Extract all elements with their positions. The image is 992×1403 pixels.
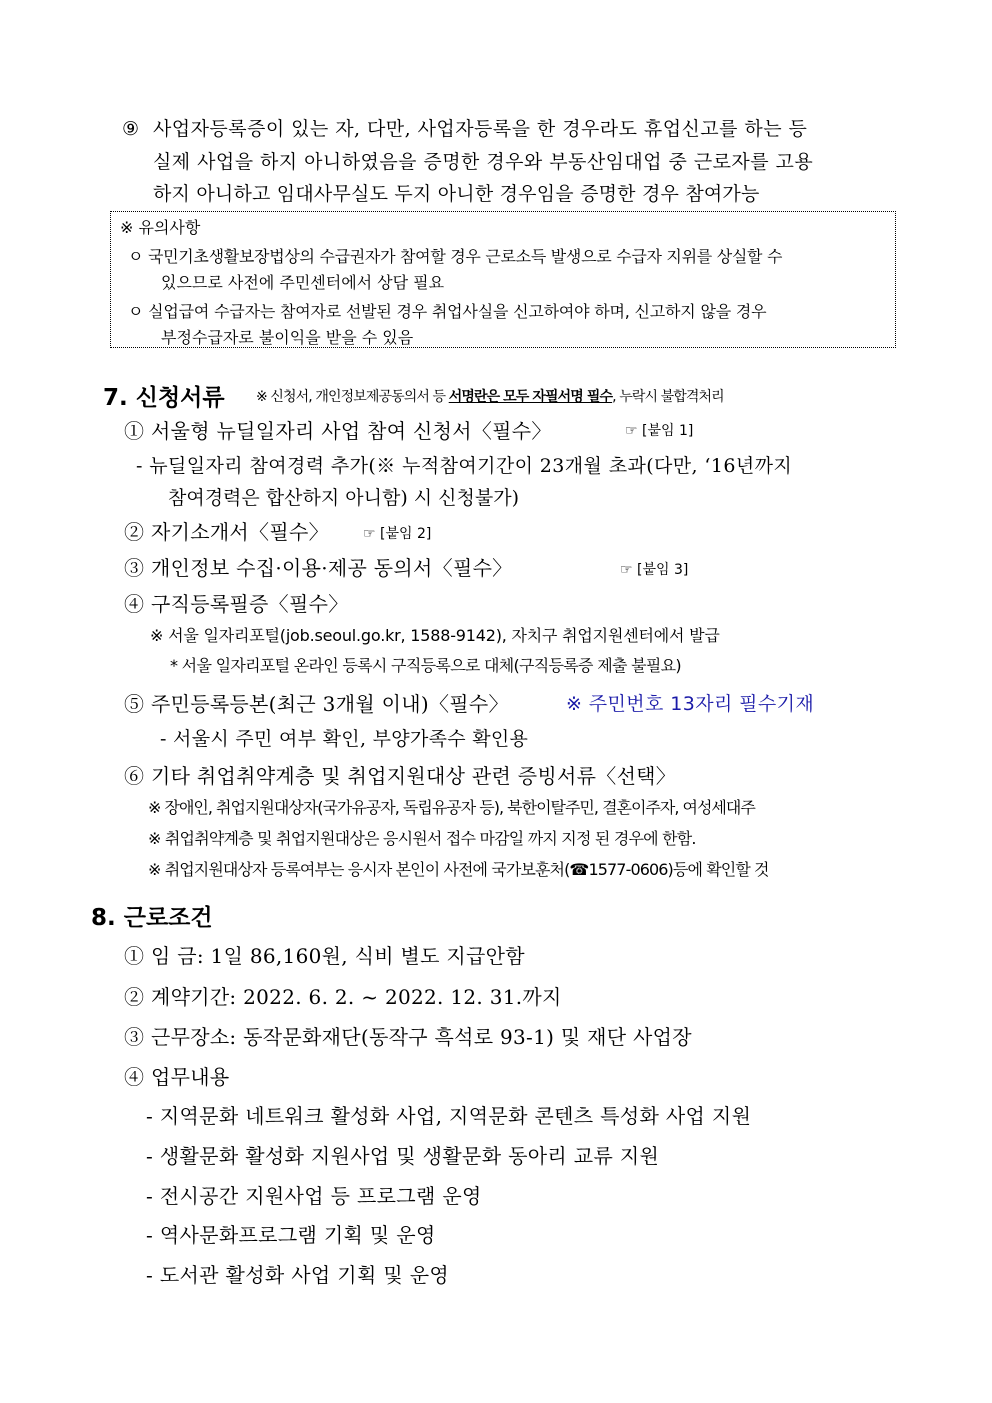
- duty-item: - 지역문화 네트워크 활성화 사업, 지역문화 콘텐츠 특성화 사업 지원: [146, 1104, 752, 1128]
- duty-item: - 역사문화프로그램 기획 및 운영: [146, 1223, 436, 1247]
- item-9-marker: ⑨: [122, 118, 140, 140]
- notice-item-1-line-2: 있으므로 사전에 주민센터에서 상담 필요: [161, 273, 445, 292]
- duties-label: ④ 업무내용: [124, 1065, 230, 1089]
- section-7-note-emphasis: 서명란은 모두 자필서명 필수: [448, 389, 613, 405]
- doc-item-1-sub-2: 참여경력은 합산하지 아니함) 시 신청불가): [168, 487, 520, 509]
- wage-line: ① 임 금: 1일 86,160원, 식비 별도 지급안함: [124, 944, 525, 968]
- duty-item: - 생활문화 활성화 지원사업 및 생활문화 동아리 교류 지원: [146, 1144, 660, 1168]
- notice-item-1-line-1: ㅇ 국민기초생활보장법상의 수급권자가 참여할 경우 근로소득 발생으로 수급자 지위를 상실할 수: [128, 247, 783, 266]
- notice-title: ※ 유의사항: [120, 218, 201, 237]
- doc-item-6-note-3: ※ 취업지원대상자 등록여부는 응시자 본인이 사전에 국가보훈처(☎1577-0606)등에 확인할 것: [148, 860, 769, 879]
- doc-item-4-note-1: ※ 서울 일자리포털(job.seoul.go.kr, 1588-9142), 자치구 취업지원센터에서 발급: [150, 626, 720, 645]
- doc-item-3-ref: ☞ [붙임 3]: [620, 562, 689, 578]
- section-7-note: [256, 389, 724, 406]
- section-7-note-pre: ※ 신청서, 개인정보제공동의서 등: [256, 389, 449, 405]
- doc-item-5-emphasis: ※ 주민번호 13자리 필수기재: [566, 693, 815, 715]
- item-9-line-2: 실제 사업을 하지 아니하였음을 증명한 경우와 부동산임대업 중 근로자를 고용: [153, 151, 814, 173]
- doc-item-4: ④ 구직등록필증〈필수〉: [124, 592, 349, 616]
- notice-item-2-line-1: ㅇ 실업급여 수급자는 참여자로 선발된 경우 취업사실을 신고하여야 하며, 신고하지 않을 경우: [128, 302, 767, 321]
- contract-period-line: ② 계약기간: 2022. 6. 2. ~ 2022. 12. 31.까지: [124, 985, 562, 1009]
- doc-item-3: ③ 개인정보 수집·이용·제공 동의서〈필수〉: [124, 556, 513, 580]
- workplace-line: ③ 근무장소: 동작문화재단(동작구 흑석로 93-1) 및 재단 사업장: [124, 1025, 692, 1049]
- section-7-note-post: , 누락시 불합격처리: [612, 389, 724, 405]
- item-9-line-3: 하지 아니하고 임대사무실도 두지 아니한 경우임을 증명한 경우 참여가능: [153, 183, 760, 205]
- doc-item-5: ⑤ 주민등록등본(최근 3개월 이내)〈필수〉: [124, 692, 509, 716]
- notice-item-2-line-2: 부정수급자로 불이익을 받을 수 있음: [161, 328, 414, 347]
- doc-item-6-note-2: ※ 취업취약계층 및 취업지원대상은 응시원서 접수 마감일 까지 지정 된 경우에 한함.: [148, 829, 696, 848]
- section-7-heading: 7. 신청서류: [103, 385, 225, 411]
- duty-item: - 도서관 활성화 사업 기획 및 운영: [146, 1263, 450, 1287]
- doc-item-6-note-1: ※ 장애인, 취업지원대상자(국가유공자, 독립유공자 등), 북한이탈주민, 결혼이주자, 여성세대주: [148, 798, 755, 817]
- doc-item-4-note-2: * 서울 일자리포털 온라인 등록시 구직등록으로 대체(구직등록증 제출 불필요): [170, 656, 681, 675]
- doc-item-1: ① 서울형 뉴딜일자리 사업 참여 신청서〈필수〉: [124, 419, 552, 443]
- doc-item-6: ⑥ 기타 취업취약계층 및 취업지원대상 관련 증빙서류〈선택〉: [124, 764, 677, 788]
- item-9-line-1: 사업자등록증이 있는 자, 다만, 사업자등록을 한 경우라도 휴업신고를 하는 등: [153, 118, 808, 140]
- doc-item-2-ref: ☞ [붙임 2]: [363, 526, 432, 542]
- doc-item-5-sub: - 서울시 주민 여부 확인, 부양가족수 확인용: [160, 728, 529, 750]
- doc-item-2: ② 자기소개서〈필수〉: [124, 520, 329, 544]
- section-8-heading: 8. 근로조건: [91, 905, 213, 931]
- doc-item-1-ref: ☞ [붙임 1]: [625, 423, 694, 439]
- doc-item-1-sub-1: - 뉴딜일자리 참여경력 추가(※ 누적참여기간이 23개월 초과(다만, ‘16년까지: [136, 455, 793, 477]
- duty-item: - 전시공간 지원사업 등 프로그램 운영: [146, 1184, 482, 1208]
